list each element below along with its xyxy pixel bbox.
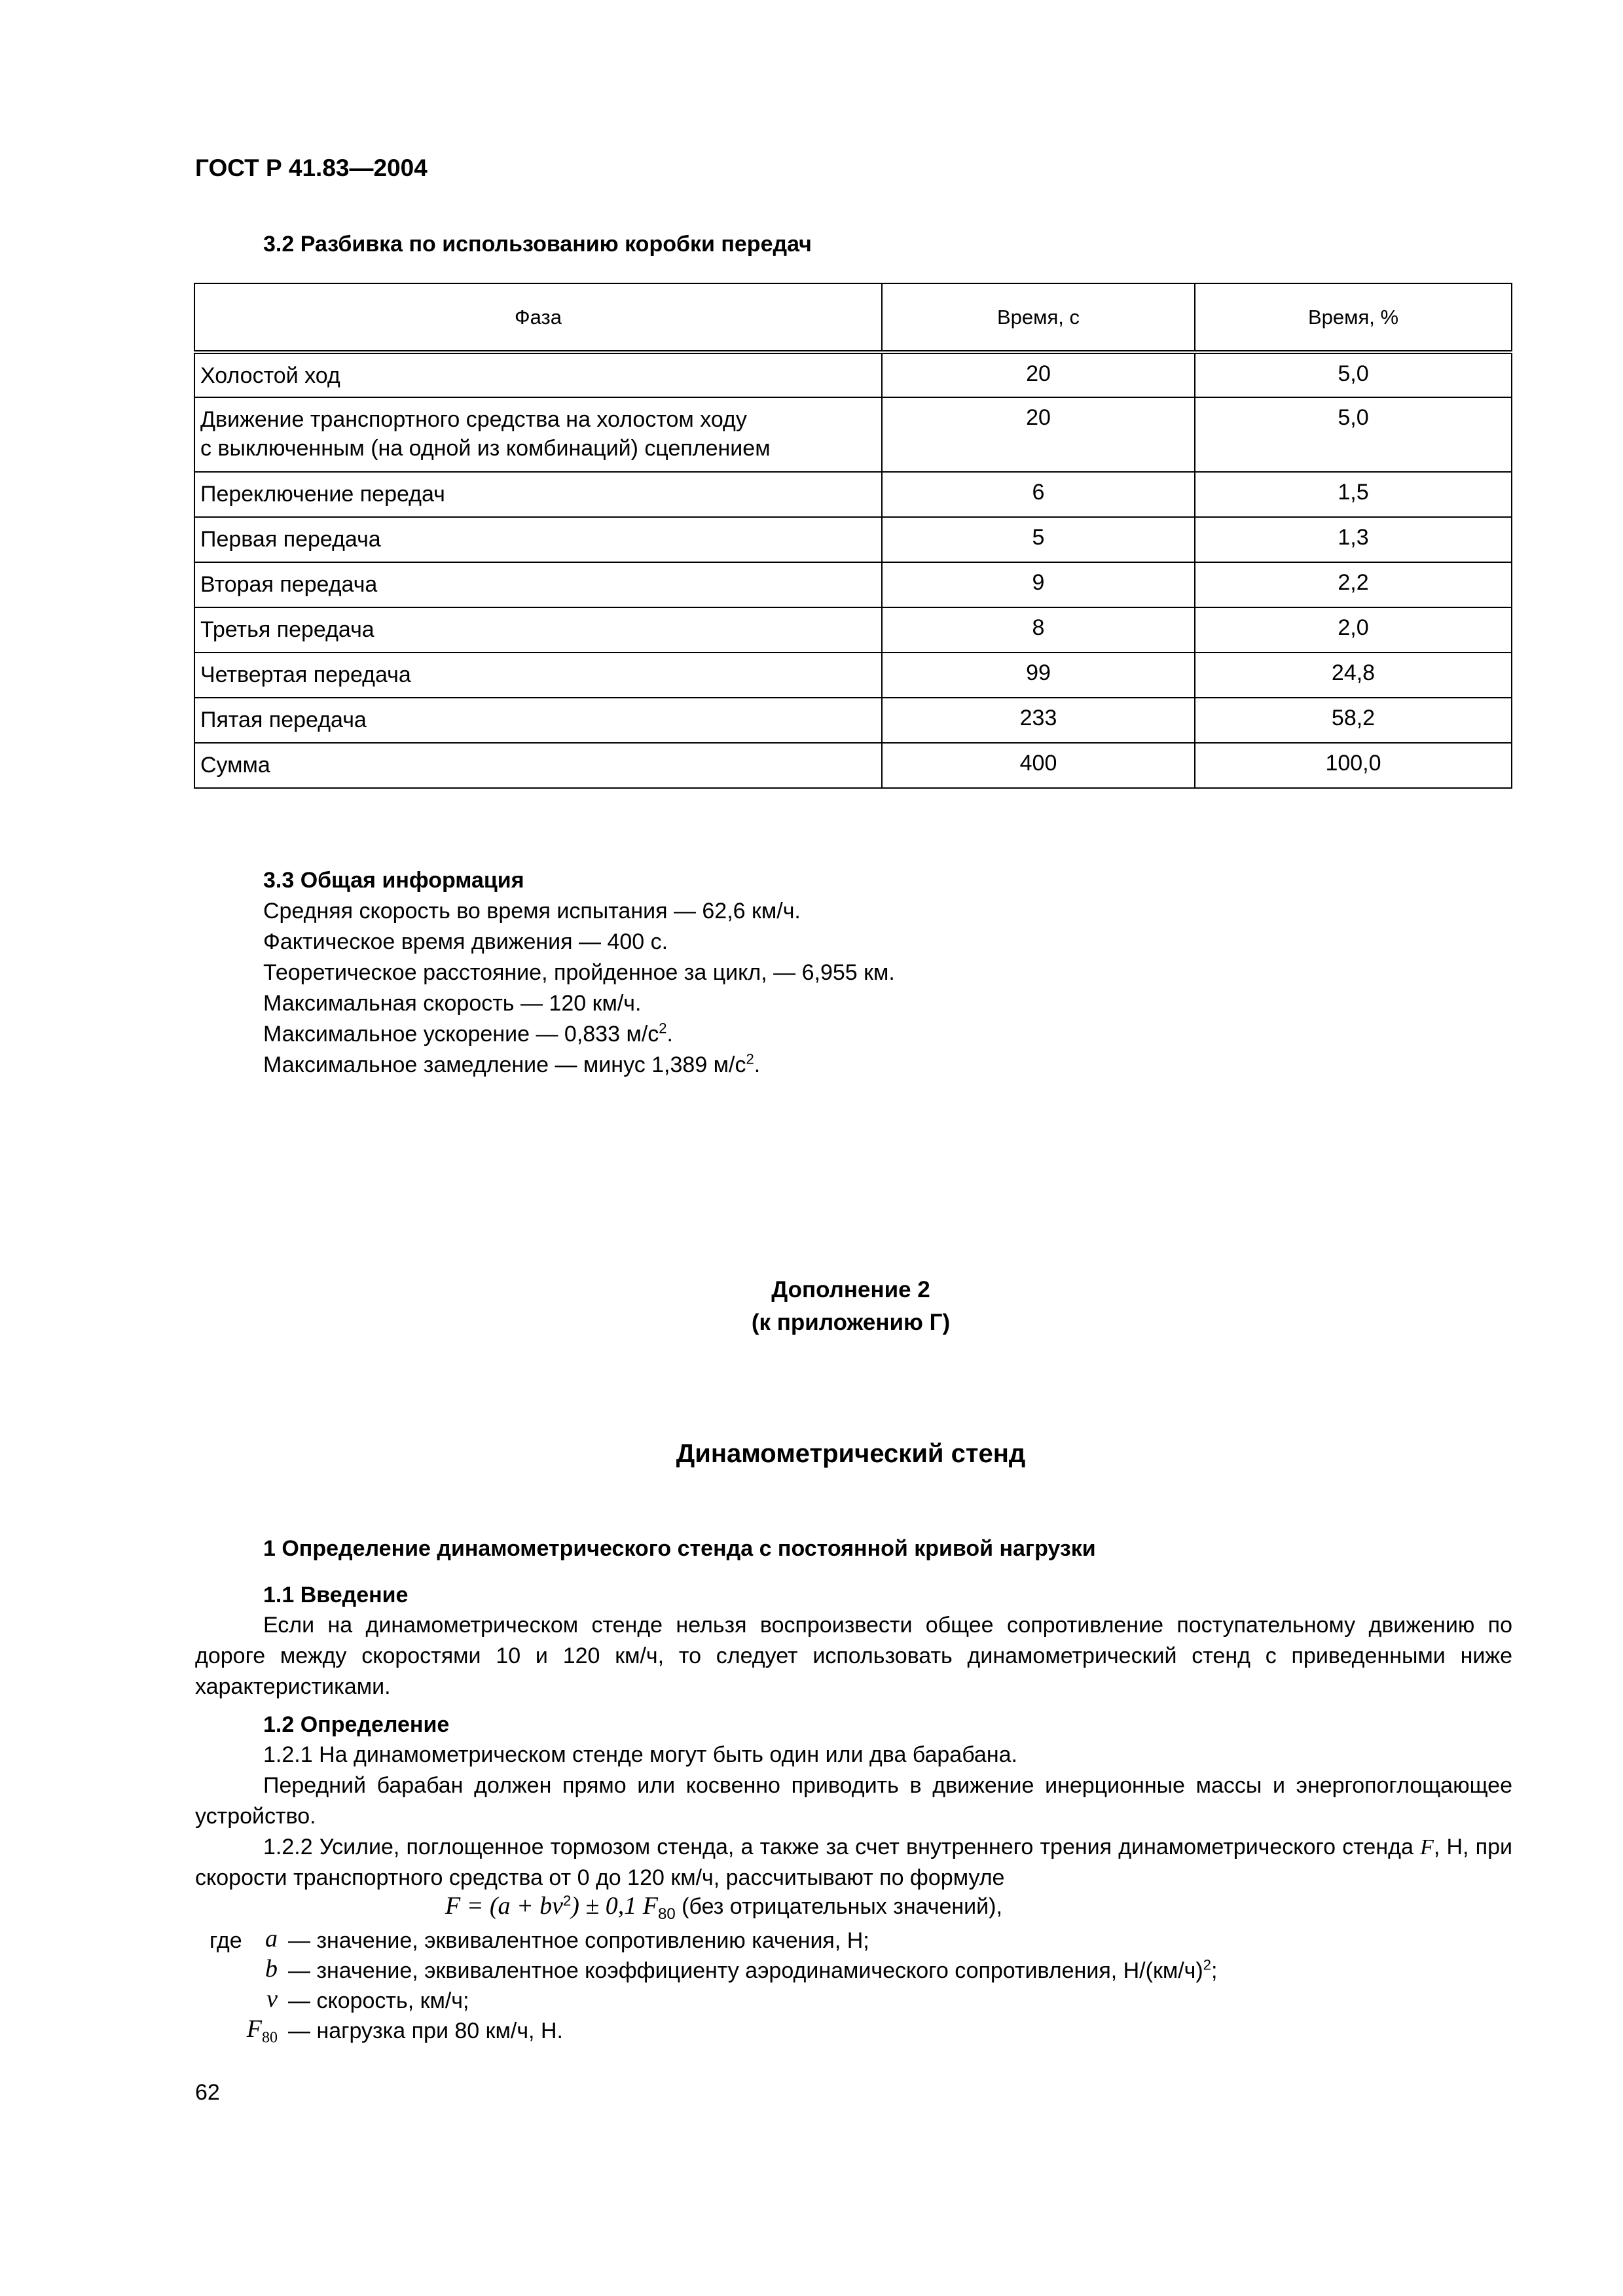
clause-1-2-2 [195, 1832, 1512, 1893]
legend-symbol-wrap [206, 2014, 278, 2047]
info-drive-time: Фактическое время движения — 400 с. [263, 929, 668, 954]
table-row [194, 397, 1512, 472]
info-max-accel-end: . [666, 1022, 673, 1047]
section-1-title: 1 Определение динамометрического стенда с постоянной кривой нагрузки [263, 1536, 1096, 1561]
superscript: 2 [659, 1020, 667, 1037]
page-number: 62 [195, 2080, 220, 2105]
phase-line-2: с выключенным (на одной из комбинаций) сцеплением [200, 436, 771, 461]
legend-symbol: F [246, 2015, 262, 2043]
column-header-time-pct: Время, % [1195, 283, 1512, 352]
legend-symbol: v [266, 1985, 278, 2013]
table-row [194, 698, 1512, 743]
time-s-cell: 20 [882, 352, 1195, 397]
phase-cell: Переключение передач [194, 472, 882, 517]
phase-cell [194, 397, 882, 472]
formula-lhs: F = (a + bv [445, 1892, 564, 1920]
table-row [194, 472, 1512, 517]
time-s-cell: 400 [882, 743, 1195, 788]
info-max-decel-text: Максимальное замедление — минус 1,389 м/с [263, 1052, 746, 1077]
legend-definition: — значение, эквивалентное коэффициенту аэродинамического сопротивления, Н/(км/ч) [288, 1958, 1203, 1983]
section-1-1-title: 1.1 Введение [263, 1583, 409, 1607]
section-1-2-title: 1.2 Определение [263, 1712, 450, 1737]
time-s-cell: 9 [882, 562, 1195, 607]
table-row [194, 517, 1512, 562]
time-s-cell: 5 [882, 517, 1195, 562]
info-max-accel-text: Максимальное ускорение — 0,833 м/с [263, 1022, 659, 1047]
superscript: 2 [746, 1050, 754, 1067]
phase-cell: Вторая передача [194, 562, 882, 607]
table-row [194, 607, 1512, 653]
superscript: 2 [1203, 1956, 1211, 1973]
clause-1-2-2-lead: 1.2.2 Усилие, поглощенное тормозом стенда, а также за счет внутреннего трения динамометрического стенда [263, 1835, 1413, 1859]
info-distance: Теоретическое расстояние, пройденное за цикл, — 6,955 км. [263, 960, 895, 985]
legend-definition-end: ; [1211, 1958, 1218, 1983]
phase-cell: Холостой ход [194, 352, 882, 397]
section-1-1-text: Если на динамометрическом стенде нельзя воспроизвести общее сопротивление поступательному движению по дороге между скоростями 10 и 120 км/ч, то следует использовать динамометрический стенд с приведенными ниже характеристиками. [195, 1613, 1512, 1699]
table-row [194, 743, 1512, 788]
formula-exponent: 2 [563, 1892, 572, 1909]
table-row [194, 562, 1512, 607]
addendum-heading [0, 1274, 1623, 1339]
info-max-decel [263, 1050, 895, 1081]
info-max-speed: Максимальная скорость — 120 км/ч. [263, 991, 642, 1016]
time-pct-cell: 100,0 [1195, 743, 1512, 788]
main-heading: Динамометрический стенд [676, 1439, 1026, 1468]
time-s-cell: 233 [882, 698, 1195, 743]
time-pct-cell: 58,2 [1195, 698, 1512, 743]
time-s-cell: 8 [882, 607, 1195, 653]
table-row [194, 352, 1512, 397]
time-pct-cell: 1,5 [1195, 472, 1512, 517]
formula-subscript: 80 [658, 1905, 676, 1923]
where-label: где [210, 1928, 242, 1953]
column-header-time-s: Время, с [882, 283, 1195, 352]
info-max-decel-end: . [754, 1052, 761, 1077]
document-header: ГОСТ Р 41.83—2004 [195, 154, 428, 181]
time-pct-cell: 5,0 [1195, 397, 1512, 472]
info-avg-speed: Средняя скорость во время испытания — 62,6 км/ч. [263, 899, 801, 924]
clause-1-2-1: 1.2.1 На динамометрическом стенде могут быть один или два барабана. [263, 1742, 1017, 1767]
table-header-row [194, 283, 1512, 352]
phase-cell: Первая передача [194, 517, 882, 562]
time-pct-cell: 1,3 [1195, 517, 1512, 562]
section-3-3 [263, 865, 895, 1081]
phase-cell: Четвертая передача [194, 653, 882, 698]
addendum-subtitle: (к приложению Г) [751, 1310, 951, 1335]
legend-definition-wrap [288, 1956, 1217, 1986]
clause-1-2-2-rest: , Н, при скорости транспортного средства от 0 до 120 км/ч, рассчитывают по формуле [195, 1835, 1512, 1890]
phase-cell: Пятая передача [194, 698, 882, 743]
formula-note: (без отрицательных значений), [675, 1894, 1002, 1919]
formula-mid: ) ± 0,1 F [571, 1892, 659, 1920]
force-formula [445, 1892, 1002, 1923]
legend-definition: — нагрузка при 80 км/ч, Н. [288, 2018, 563, 2043]
phase-line-1: Движение транспортного средства на холостом ходу [200, 407, 747, 432]
legend-definition: — скорость, км/ч; [288, 1988, 469, 2013]
time-pct-cell: 5,0 [1195, 352, 1512, 397]
time-s-cell: 99 [882, 653, 1195, 698]
addendum-title: Дополнение 2 [771, 1277, 930, 1302]
time-s-cell: 6 [882, 472, 1195, 517]
variable-f: F [1420, 1835, 1434, 1859]
legend-definition: — значение, эквивалентное сопротивлению качения, Н; [288, 1928, 869, 1953]
section-3-3-title: 3.3 Общая информация [263, 868, 524, 893]
column-header-phase: Фаза [194, 283, 882, 352]
clause-1-2-1-paragraph: Передний барабан должен прямо или косвенно приводить в движение инерционные массы и энергопоглощающее устройство. [195, 1773, 1512, 1829]
info-max-accel [263, 1019, 895, 1050]
phase-cell: Третья передача [194, 607, 882, 653]
legend-symbol: a [265, 1925, 278, 1952]
time-pct-cell: 24,8 [1195, 653, 1512, 698]
gearbox-usage-table [194, 283, 1512, 789]
section-3-2-title: 3.2 Разбивка по использованию коробки передач [263, 232, 812, 257]
time-pct-cell: 2,2 [1195, 562, 1512, 607]
table-row [194, 653, 1512, 698]
time-pct-cell: 2,0 [1195, 607, 1512, 653]
legend-symbol: b [265, 1955, 278, 1982]
legend-symbol-subscript: 80 [262, 2029, 278, 2047]
time-s-cell: 20 [882, 397, 1195, 472]
phase-cell: Сумма [194, 743, 882, 788]
